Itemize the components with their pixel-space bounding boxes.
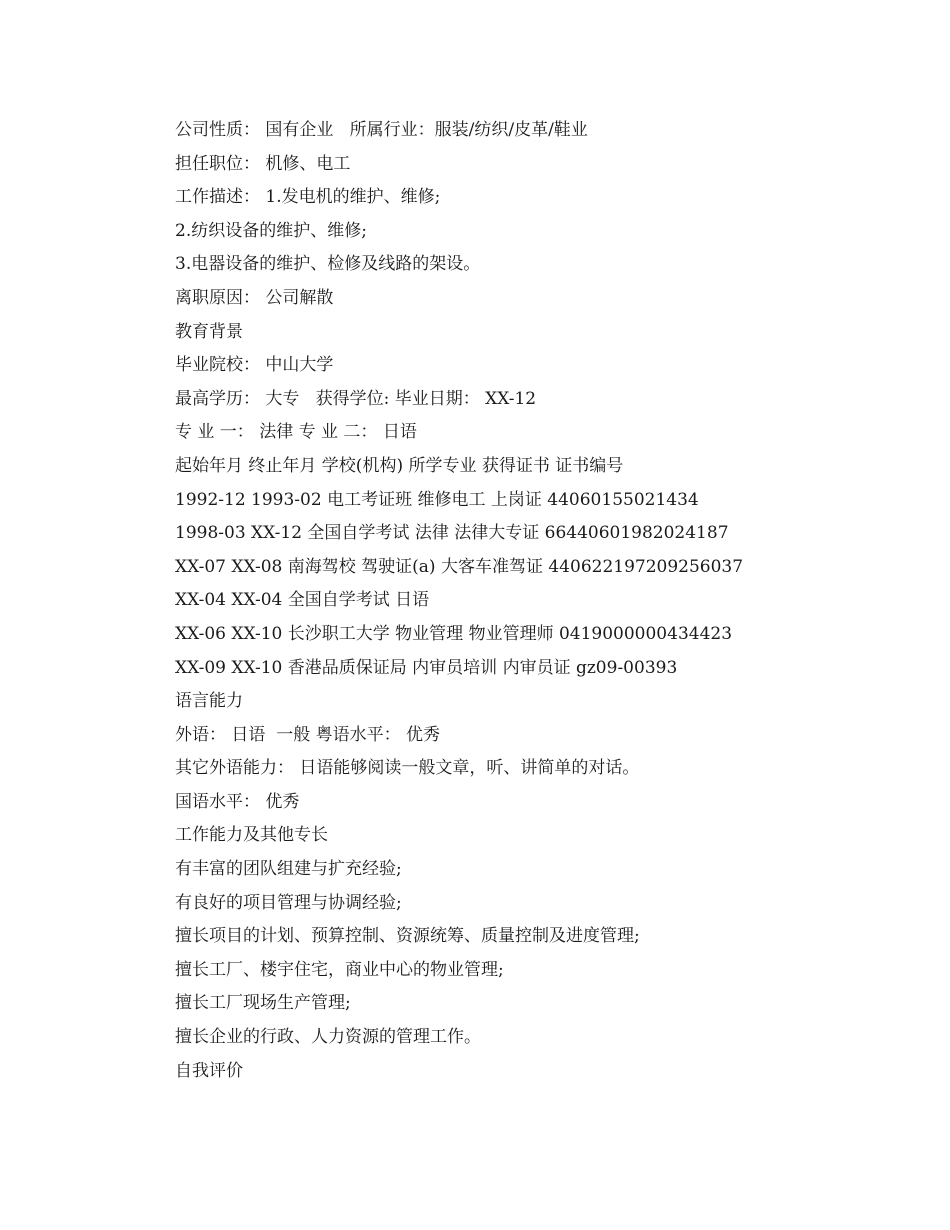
education-record: 1998-03 XX-12 全国自学考试 法律 法律大专证 66440601982024187 <box>175 523 729 544</box>
education-record: XX-09 XX-10 香港品质保证局 内审员培训 内审员证 gz09-00393 <box>175 657 678 678</box>
education-record: XX-06 XX-10 长沙职工大学 物业管理 物业管理师 0419000000434423 <box>175 623 733 644</box>
education-record: XX-04 XX-04 全国自学考试 日语 <box>175 590 430 611</box>
education-table-header: 起始年月 终止年月 学校(机构) 所学专业 获得证书 证书编号 <box>175 455 624 476</box>
skill-item: 擅长企业的行政、人力资源的管理工作。 <box>175 1027 481 1048</box>
company-type-line: 公司性质： 国有企业 所属行业：服装/纺织/皮革/鞋业 <box>175 120 588 140</box>
section-heading-language: 语言能力 <box>175 691 243 712</box>
position-line: 担任职位： 机修、电工 <box>175 153 351 174</box>
skill-item: 擅长项目的计划、预算控制、资源统筹、质量控制及进度管理; <box>175 926 640 947</box>
section-heading-self-evaluation: 自我评价 <box>175 1060 243 1081</box>
job-description-item: 2.纺织设备的维护、维修; <box>175 220 367 241</box>
section-heading-education: 教育背景 <box>175 321 243 342</box>
leaving-reason-line: 离职原因： 公司解散 <box>175 287 334 308</box>
skill-item: 有良好的项目管理与协调经验; <box>175 892 402 913</box>
majors-line: 专 业 一： 法律 专 业 二： 日语 <box>175 422 417 443</box>
foreign-language-line: 外语： 日语 一般 粤语水平： 优秀 <box>175 724 441 745</box>
job-description-item: 3.电器设备的维护、检修及线路的架设。 <box>175 254 481 275</box>
highest-degree-line: 最高学历： 大专 获得学位: 毕业日期： XX-12 <box>175 388 537 409</box>
document-body <box>175 114 915 1088</box>
skill-item: 有丰富的团队组建与扩充经验; <box>175 859 402 880</box>
job-description-line: 工作描述： 1.发电机的维护、维修; <box>175 187 441 208</box>
mandarin-level-line: 国语水平： 优秀 <box>175 791 300 812</box>
skill-item: 擅长工厂现场生产管理; <box>175 993 351 1014</box>
school-line: 毕业院校： 中山大学 <box>175 355 334 376</box>
other-language-line: 其它外语能力： 日语能够阅读一般文章，听、讲简单的对话。 <box>175 758 640 779</box>
education-record: 1992-12 1993-02 电工考证班 维修电工 上岗证 44060155021434 <box>175 489 699 510</box>
skill-item: 擅长工厂、楼宇住宅，商业中心的物业管理; <box>175 959 504 980</box>
education-record: XX-07 XX-08 南海驾校 驾驶证(a) 大客车准驾证 440622197209256037 <box>175 556 744 577</box>
section-heading-skills: 工作能力及其他专长 <box>175 825 328 846</box>
